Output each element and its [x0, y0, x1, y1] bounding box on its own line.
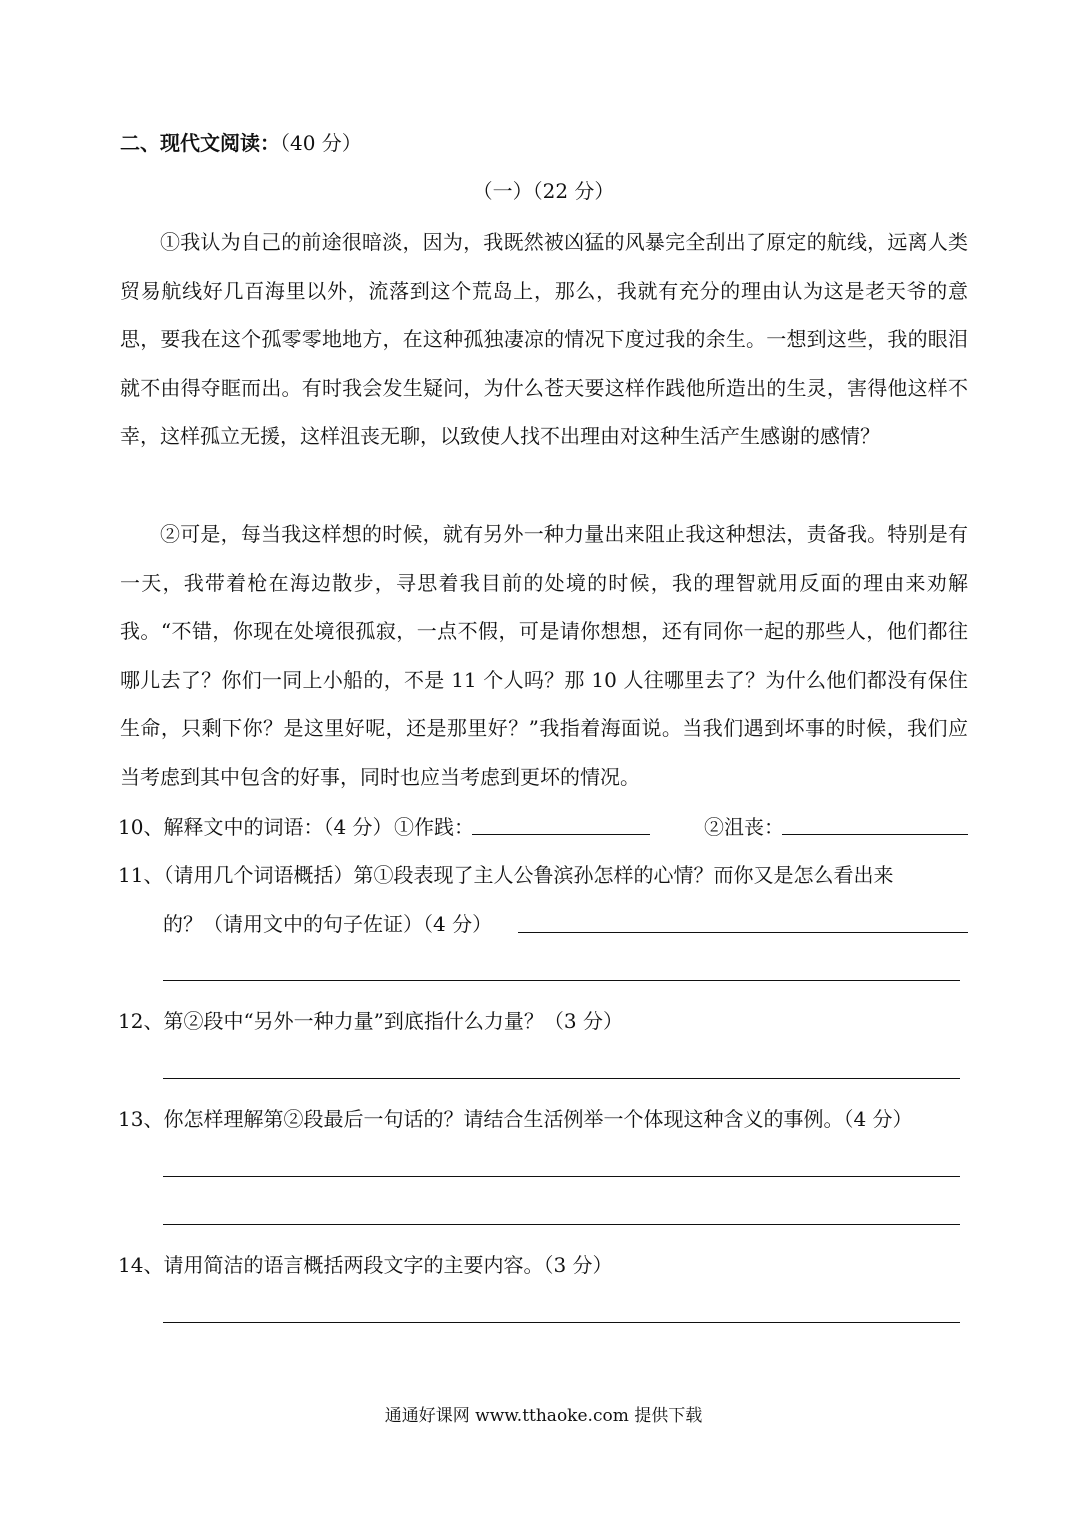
answer-line-q11-1[interactable]: [518, 932, 968, 933]
section-header-title: 二、现代文阅读：: [120, 131, 280, 155]
question-13: 13、你怎样理解第②段最后一句话的？请结合生活例举一个体现这种含义的事例。（4 分）: [118, 1107, 913, 1131]
passage-paragraph-2: ②可是，每当我这样想的时候，就有另外一种力量出来阻止我这种想法，责备我。特别是有一天，我带着枪在海边散步，寻思着我目前的处境的时候，我的理智就用反面的理由来劝解我。“不错，你现在处境很孤寂，一点不假，可是请你想想，还有同你一起的那些人，他们都往哪儿去了？你们一同上小船的，不是 11 个人吗？那 10 人往哪里去了？为什么他们都没有保住生命，只剩下你？是这里好呢，还是那里好？”我指着海面说。当我们遇到坏事的时候，我们应当考虑到其中包含的好事，同时也应当考虑到更坏的情况。: [120, 522, 968, 789]
answer-line-q14[interactable]: [163, 1322, 960, 1323]
answer-line-q10-2[interactable]: [782, 834, 968, 835]
question-10: [118, 812, 393, 842]
passage-paragraph-1: ①我认为自己的前途很暗淡，因为，我既然被凶猛的风暴完全刮出了原定的航线，远离人类贸易航线好几百海里以外，流落到这个荒岛上，那么，我就有充分的理由认为这是老天爷的意思，要我在这个孤零零地地方，在这种孤独凄凉的情况下度过我的余生。一想到这些，我的眼泪就不由得夺眶而出。有时我会发生疑问，为什么苍天要这样作践他所造出的生灵，害得他这样不幸，这样孤立无援，这样沮丧无聊，以致使人找不出理由对这种生活产生感谢的感情？: [120, 230, 968, 448]
section-header-score: （40 分）: [280, 131, 362, 155]
question-12: 12、第②段中“另外一种力量”到底指什么力量？（3 分）: [118, 1009, 623, 1033]
question-10-item-1: ①作践：: [394, 815, 474, 839]
question-10-text: 10、解释文中的词语：（4 分）: [118, 815, 393, 839]
answer-line-q12[interactable]: [163, 1078, 960, 1079]
question-14: 14、请用简洁的语言概括两段文字的主要内容。（3 分）: [118, 1253, 613, 1277]
answer-line-q10-1[interactable]: [472, 834, 650, 835]
section-header: [120, 128, 362, 158]
question-11-line-2: 的？（请用文中的句子佐证）（4 分）: [163, 912, 493, 936]
subsection-title: （一）（22 分）: [472, 179, 615, 203]
answer-line-q13-2[interactable]: [163, 1224, 960, 1225]
question-10-item-2: ②沮丧：: [704, 815, 784, 839]
page-footer: 通通好课网 www.tthaoke.com 提供下载: [384, 1406, 703, 1426]
answer-line-q11-2[interactable]: [163, 980, 960, 981]
question-11-line-1: 11、（请用几个词语概括）第①段表现了主人公鲁滨孙怎样的心情？而你又是怎么看出来: [118, 863, 894, 887]
answer-line-q13-1[interactable]: [163, 1176, 960, 1177]
